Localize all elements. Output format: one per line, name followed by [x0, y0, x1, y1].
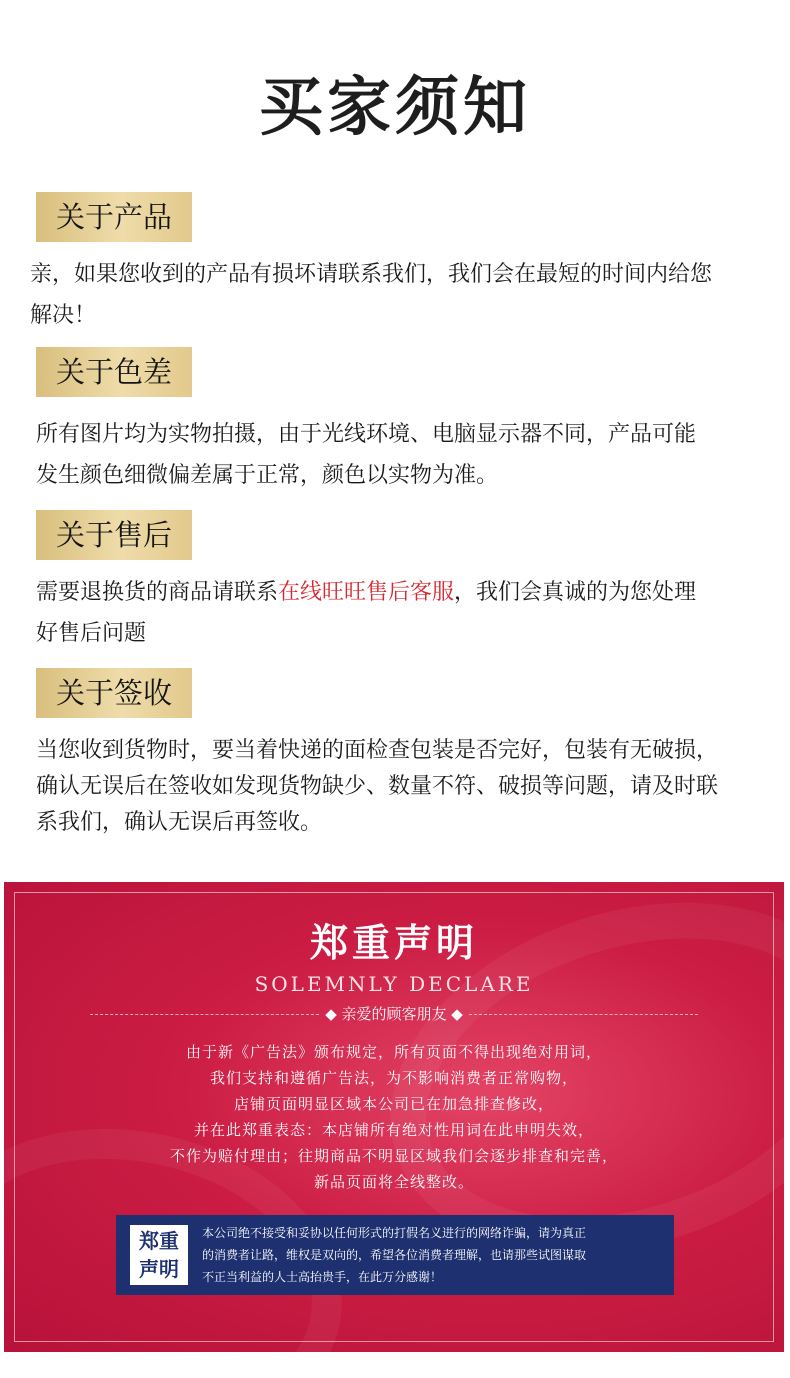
page-title: 买家须知	[259, 71, 531, 145]
section-body-product	[30, 254, 760, 336]
declaration-line: 店铺页面明显区域本公司已在加急排查修改，	[233, 1095, 554, 1113]
body-line: 解决！	[30, 303, 97, 328]
notice-line: 的消费者让路，维权是双向的，希望各位消费者理解，也请那些试图谋取	[202, 1248, 587, 1262]
notice-box	[116, 1215, 674, 1295]
body-line: 当您收到货物时，要当着快递的面检查包装是否完好，包装有无破损，	[36, 738, 719, 763]
declaration-text	[4, 1039, 784, 1195]
section-tag-product: 关于产品	[36, 192, 192, 242]
section-tag-aftersale: 关于售后	[36, 510, 192, 560]
body-line: 亲，如果您收到的产品有损坏请联系我们，我们会在最短的时间内给您	[30, 262, 713, 287]
notice-line: 不正当利益的人士高抬贵手，在此万分感谢！	[202, 1270, 443, 1284]
body-line: 好售后问题	[36, 621, 147, 646]
body-line: 所有图片均为实物拍摄，由于光线环境、电脑显示器不同，产品可能	[36, 422, 697, 447]
declaration-line: 不作为赔付理由；往期商品不明显区域我们会逐步排查和完善，	[169, 1147, 618, 1165]
body-line: 发生颜色细微偏差属于正常，颜色以实物为准。	[36, 463, 499, 488]
body-line	[36, 572, 766, 613]
dashed-line	[469, 1014, 698, 1015]
declaration-subtitle: SOLEMNLY DECLARE	[254, 972, 534, 996]
body-line: 确认无误后在签收如发现货物缺少、数量不符、破损等问题，请及时联	[36, 774, 719, 799]
declaration-line: 新品页面将全线整改。	[313, 1173, 474, 1191]
body-text-after: ，我们会真诚的为您处理	[454, 580, 697, 605]
section-tag-color: 关于色差	[36, 347, 192, 397]
online-service-link[interactable]: 在线旺旺售后客服	[278, 580, 455, 605]
section-body-aftersale	[36, 572, 766, 654]
declaration-title: 郑重声明	[309, 921, 478, 965]
banner-divider	[90, 1002, 698, 1026]
section-body-signing	[36, 733, 766, 841]
section-tag-signing: 关于签收	[36, 668, 192, 718]
declaration-line: 由于新《广告法》颁布规定，所有页面不得出现绝对用词，	[185, 1043, 602, 1061]
body-text-before: 需要退换货的商品请联系	[36, 580, 279, 605]
declaration-banner	[4, 882, 784, 1352]
divider-label: ◆ 亲爱的顾客朋友 ◆	[325, 1005, 463, 1023]
notice-text	[202, 1222, 664, 1288]
declaration-line: 并在此郑重表态：本店铺所有绝对性用词在此申明失效，	[193, 1121, 594, 1139]
section-body-color	[36, 414, 766, 496]
notice-badge	[130, 1225, 188, 1285]
badge-line: 郑重	[139, 1229, 179, 1253]
dashed-line	[90, 1014, 319, 1015]
notice-line: 本公司绝不接受和妥协以任何形式的打假名义进行的网络诈骗，请为真正	[202, 1226, 587, 1240]
badge-line: 声明	[139, 1257, 179, 1281]
declaration-line: 我们支持和遵循广告法，为不影响消费者正常购物，	[209, 1069, 578, 1087]
body-line: 系我们，确认无误后再签收。	[36, 810, 323, 835]
